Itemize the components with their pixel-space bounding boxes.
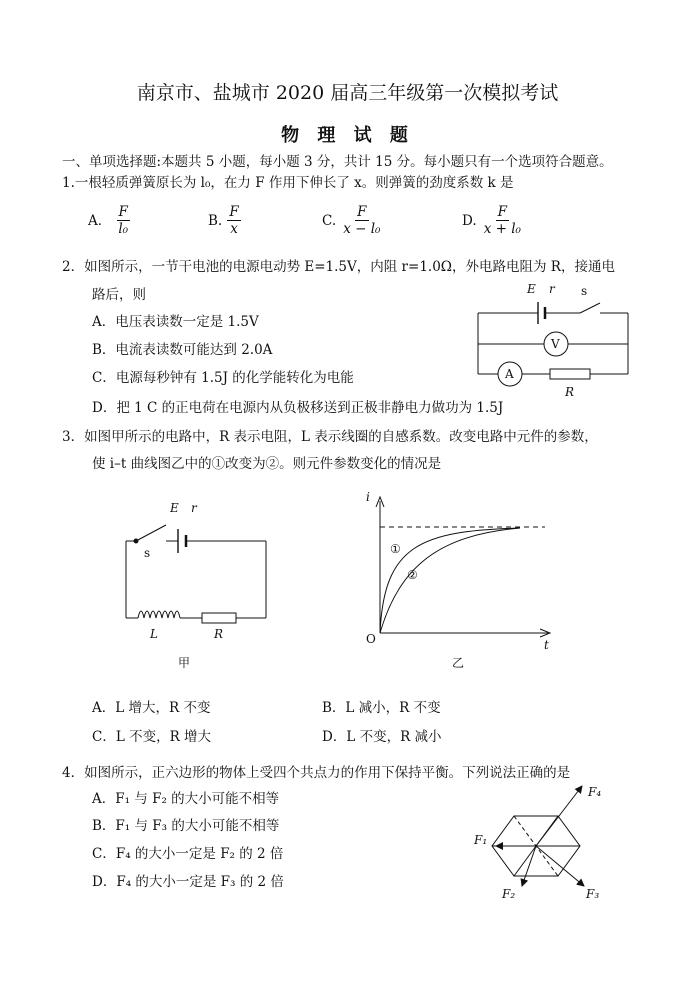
q3-it-graph [350, 485, 565, 670]
label-E: E [527, 282, 536, 296]
exam-subtitle: 物 理 试 题 [281, 125, 414, 146]
numerator: F [229, 204, 239, 220]
numerator: F [357, 204, 367, 220]
q1-option-c[interactable] [322, 204, 382, 237]
q2-option-d[interactable]: D．把 1 C 的正电荷在电源内从负极移送到正极非静电力做功为 1.5J [92, 400, 504, 416]
switch-lever [580, 303, 600, 313]
denominator: x − l₀ [343, 221, 381, 237]
label-R: R [214, 627, 224, 641]
q3-stem-line1: 3．如图甲所示的电路中，R 表示电阻，L 表示线圈的自感系数。改变电路中元件的参数， [62, 429, 598, 445]
arrow-F2 [522, 846, 536, 886]
curve-1 [380, 528, 520, 633]
label-s: s [144, 546, 151, 560]
denominator: x + l₀ [483, 221, 521, 237]
label-r: r [549, 282, 555, 296]
switch-lever [136, 525, 166, 541]
denominator: l₀ [118, 221, 129, 237]
caption-yi: 乙 [452, 656, 465, 670]
label-V: V [551, 337, 560, 351]
q4-option-c[interactable]: C．F₄ 的大小一定是 F₂ 的 2 倍 [92, 846, 284, 862]
q1-option-b[interactable] [208, 204, 241, 237]
q3-circuit-figure [118, 495, 278, 670]
label-E: E [170, 501, 179, 515]
label-curve-2: ② [407, 568, 418, 582]
q4-option-a[interactable]: A．F₁ 与 F₂ 的大小可能不相等 [92, 791, 280, 807]
q4-stem: 4．如图所示，正六边形的物体上受四个共点力的作用下保持平衡。下列说法正确的是 [62, 765, 571, 781]
q1-option-label: C. [322, 213, 337, 229]
label-t: t [544, 638, 549, 652]
numerator: F [497, 204, 508, 220]
q3-option-d[interactable]: D．L 不变，R 减小 [322, 729, 442, 745]
section-heading: 一、单项选择题:本题共 5 小题，每小题 3 分，共计 15 分。每小题只有一个选项符合题意。 [62, 154, 613, 170]
q4-option-b[interactable]: B．F₁ 与 F₃ 的大小可能不相等 [92, 818, 280, 834]
q1-option-a[interactable] [88, 204, 130, 237]
denominator: x [230, 221, 238, 237]
q1-option-label: B. [208, 213, 223, 229]
q2-option-b[interactable]: B．电流表读数可能达到 2.0A [92, 342, 273, 358]
q1-option-fraction [341, 204, 382, 237]
label-F1: F₁ [474, 833, 488, 847]
label-F3: F₃ [586, 887, 600, 901]
q1-option-d[interactable] [462, 204, 523, 237]
label-s: s [581, 284, 588, 298]
inductor-coil [138, 611, 180, 618]
q4-option-d[interactable]: D．F₄ 的大小一定是 F₃ 的 2 倍 [92, 874, 284, 890]
label-F4: F₄ [588, 785, 602, 799]
arrow-F3 [536, 846, 584, 886]
resistor [202, 613, 236, 623]
q1-option-fraction [227, 204, 240, 237]
q1-stem: 1.一根轻质弹簧原长为 l₀，在力 F 作用下伸长了 x。则弹簧的劲度系数 k 是 [62, 175, 514, 191]
label-R: R [565, 385, 575, 399]
q2-stem-line1: 2．如图所示，一节干电池的电源电动势 E=1.5V，内阻 r=1.0Ω，外电路电阻为 R，接通电 [62, 259, 615, 275]
caption-jia: 甲 [178, 656, 191, 670]
q3-option-c[interactable]: C．L 不变，R 增大 [92, 729, 212, 745]
label-L: L [150, 627, 158, 641]
q1-option-fraction [482, 204, 523, 237]
curve-2 [380, 528, 520, 633]
q1-option-label: D. [462, 213, 477, 229]
label-i: i [366, 490, 370, 504]
q4-hexagon-force-diagram [460, 778, 620, 908]
resistor [550, 369, 590, 379]
q3-option-b[interactable]: B．L 减小，R 不变 [322, 700, 441, 716]
label-A: A [505, 367, 514, 381]
q3-stem-line2: 使 i–t 曲线图乙中的①改变为②。则元件参数变化的情况是 [92, 456, 442, 472]
q2-circuit-diagram [470, 278, 640, 403]
label-curve-1: ① [390, 542, 401, 556]
q2-option-a[interactable]: A．电压表读数一定是 1.5V [92, 314, 259, 330]
q2-option-c[interactable]: C．电源每秒钟有 1.5J 的化学能转化为电能 [92, 370, 354, 386]
label-F2: F₂ [502, 887, 516, 901]
q1-option-label: A． [88, 213, 112, 229]
q1-option-fraction [116, 204, 130, 237]
label-r: r [191, 501, 197, 515]
label-origin: O [366, 632, 376, 646]
q3-option-a[interactable]: A．L 增大，R 不变 [92, 700, 211, 716]
exam-title: 南京市、盐城市 2020 届高三年级第一次模拟考试 [136, 82, 559, 104]
q2-stem-line2: 路后，则 [92, 287, 146, 303]
numerator: F [118, 204, 128, 220]
